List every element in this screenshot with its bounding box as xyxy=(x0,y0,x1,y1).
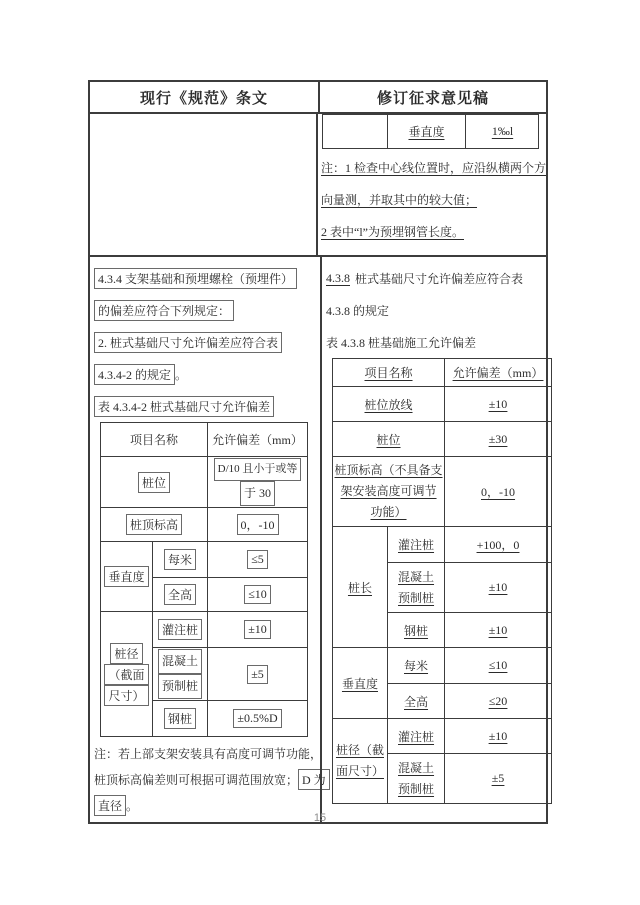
lt-steel-pile-cell xyxy=(153,701,208,737)
mini-table-empty-cell xyxy=(323,115,387,148)
lt-header-item-text: 项目名称 xyxy=(130,433,179,447)
rt-header-item-text: 项目名称 xyxy=(364,366,413,380)
rt-precast-label-l2: 预制桩 xyxy=(398,590,435,605)
rt-cast-in-place-value xyxy=(445,527,552,563)
clause-438-text-1: 桩式基础尺寸允许偏差应符合表 xyxy=(355,271,524,286)
rt-header-tolerance-text: 允许偏差（mm） xyxy=(452,366,544,380)
clause-434-text-4: 4.3.4-2 的规定 xyxy=(94,364,175,385)
lt-header-tolerance xyxy=(208,423,308,457)
rt-per-meter-label: 每米 xyxy=(404,659,429,673)
rt-per-meter-value-text: ≤10 xyxy=(488,658,508,672)
table-4342 xyxy=(100,422,308,737)
lt-group-pile-diameter xyxy=(101,612,153,737)
lt-pile-diameter-label xyxy=(101,637,152,712)
rt-cast-in-place-cell xyxy=(388,527,445,563)
rt-pile-position-value xyxy=(445,422,552,457)
lt-steel-pile-label: 钢桩 xyxy=(164,708,196,729)
lt-row-pile-top-level xyxy=(101,508,208,542)
left-note-period: 。 xyxy=(126,798,139,813)
rt-pile-position-label: 桩位 xyxy=(376,432,401,447)
rt-cast-in-place-2-value-text: ±10 xyxy=(488,728,508,743)
lt-precast-l2-wrap xyxy=(154,674,206,699)
rt-full-height-label: 全高 xyxy=(404,694,429,709)
clause-438-line-1 xyxy=(326,262,548,294)
rt-steel-pile-value-text: ±10 xyxy=(488,622,508,637)
rt-cast-in-place-2-cell xyxy=(388,719,445,754)
lt-pile-diameter-label-l3: 尺寸） xyxy=(104,685,148,706)
lt-group-verticality xyxy=(101,542,153,612)
top-note-line-2: 向量测，并取其中的较大值； xyxy=(321,192,478,207)
clause-434-text-2: 的偏差应符合下列规定： xyxy=(94,300,234,321)
lt-pile-position-label: 桩位 xyxy=(138,472,170,493)
row1-left-empty-cell xyxy=(90,114,316,255)
lt-full-height-cell xyxy=(153,578,208,612)
row1-right-cell xyxy=(316,114,546,255)
table-4342-title-text: 表 4.3.4-2 桩式基础尺寸允许偏差 xyxy=(94,396,274,417)
lt-per-meter-value-text: ≤5 xyxy=(247,550,268,569)
left-note-boxed-1: D 为 xyxy=(298,769,330,790)
rt-steel-pile-label: 钢桩 xyxy=(404,623,429,638)
rt-precast-concrete-cell xyxy=(388,563,445,613)
left-note-line-1 xyxy=(94,740,323,766)
rt-group-verticality xyxy=(333,648,388,719)
rt-pile-layout-value xyxy=(445,387,552,422)
lt-row-pile-position xyxy=(101,457,208,508)
lt-precast-value-text: ±5 xyxy=(247,665,268,684)
rt-pile-position-value-text: ±30 xyxy=(488,431,508,446)
rt-pile-length-label: 桩长 xyxy=(347,580,372,595)
table-438 xyxy=(332,358,552,804)
lt-pile-diameter-label-l1: 桩径 xyxy=(110,643,142,664)
lt-cast-in-place-label: 灌注桩 xyxy=(158,619,202,640)
rt-header-item xyxy=(333,359,445,387)
rt-group-pile-length xyxy=(333,527,388,648)
top-note-line-3: 2 表中“l”为预埋钢管长度。 xyxy=(321,224,464,239)
revision-draft-cell xyxy=(320,257,550,822)
rt-steel-pile-value xyxy=(445,613,552,648)
top-note-line-1: 注：1 检查中心线位置时，应沿纵横两个方 xyxy=(321,160,547,175)
rt-pile-diameter-label-l1: 桩径（截 xyxy=(335,743,384,757)
rt-cast-in-place-label: 灌注桩 xyxy=(398,538,435,552)
lt-cast-in-place-cell xyxy=(153,612,208,648)
clause-434-period: 。 xyxy=(175,367,188,382)
lt-pile-position-value xyxy=(208,457,308,508)
clause-434-text-1: 4.3.4 支架基础和预埋螺栓（预埋件） xyxy=(94,268,297,289)
left-note-text-2: 桩顶标高偏差则可根据可调范围放宽； xyxy=(94,772,299,787)
lt-precast-concrete-cell xyxy=(153,648,208,701)
rt-precast-label-l1: 混凝土 xyxy=(398,569,435,584)
clause-434-line-1 xyxy=(94,262,317,294)
rt-pile-top-level-l1: 桩顶标高（不具备支 xyxy=(334,463,443,477)
lt-cast-in-place-value-text: ±10 xyxy=(244,620,271,639)
lt-steel-pile-value-text: ±0.5%D xyxy=(233,709,281,728)
lt-precast-l1-wrap xyxy=(154,649,206,674)
rt-verticality-label: 垂直度 xyxy=(341,676,378,691)
lt-header-item xyxy=(101,423,208,457)
verticality-mini-table xyxy=(322,114,539,149)
rt-precast-concrete-2-cell xyxy=(388,754,445,804)
rt-group-pile-diameter xyxy=(333,719,388,804)
lt-full-height-value-text: ≤10 xyxy=(244,585,271,604)
mini-table-label-cell: 垂直度 xyxy=(387,115,465,148)
lt-pile-top-level-value xyxy=(208,508,308,542)
lt-pile-position-value-text-1: D/10 且小于或等 xyxy=(214,458,302,481)
lt-pile-position-value-l2 xyxy=(209,481,306,506)
lt-header-tolerance-text: 允许偏差（mm） xyxy=(212,433,303,447)
lt-pile-diameter-label-l2: （截面 xyxy=(104,664,148,685)
lt-pile-top-level-value-text: 0，-10 xyxy=(237,514,279,535)
rt-pile-top-level-l2: 架安装高度可调节 xyxy=(340,484,437,498)
lt-verticality-label: 垂直度 xyxy=(104,566,148,587)
rt-header-tolerance xyxy=(445,359,552,387)
rt-precast-2-label-l1: 混凝土 xyxy=(398,760,435,775)
page-number: 15 xyxy=(313,812,327,824)
lt-per-meter-label: 每米 xyxy=(164,549,196,570)
left-note-text-1: 注：若上部支架安装具有高度可调节功能， xyxy=(94,746,323,761)
clause-434-line-3 xyxy=(94,326,317,358)
rt-precast-value xyxy=(445,563,552,613)
lt-precast-value xyxy=(208,648,308,701)
rt-pile-top-level-value xyxy=(445,457,552,527)
lt-pile-position-value-l1 xyxy=(209,458,306,481)
clause-438-line-2 xyxy=(326,294,548,326)
lt-per-meter-value xyxy=(208,542,308,578)
table-438-title xyxy=(326,326,548,358)
rt-pile-layout-value-text: ±10 xyxy=(488,396,508,411)
rt-per-meter-value xyxy=(445,648,552,684)
lt-pile-top-level-label: 桩顶标高 xyxy=(126,514,182,535)
clause-438-text-2: 4.3.8 的规定 xyxy=(326,303,390,318)
clause-434-line-4 xyxy=(94,358,317,390)
rt-pile-top-level-l3: 功能） xyxy=(370,505,407,519)
rt-pile-layout-label: 桩位放线 xyxy=(364,397,413,412)
clause-434-line-2 xyxy=(94,294,317,326)
rt-full-height-cell xyxy=(388,684,445,719)
lt-precast-label-l2: 预制桩 xyxy=(158,674,202,699)
rt-cast-in-place-2-label: 灌注桩 xyxy=(398,729,435,744)
lt-full-height-value xyxy=(208,578,308,612)
header-current-spec: 现行《规范》条文 xyxy=(139,90,268,107)
rt-full-height-value xyxy=(445,684,552,719)
rt-precast-2-value xyxy=(445,754,552,804)
lt-precast-label-l1: 混凝土 xyxy=(158,649,202,674)
left-note-boxed-2: 直径 xyxy=(94,795,126,816)
comparison-table-header xyxy=(90,82,546,114)
left-note-line-2 xyxy=(94,766,326,792)
rt-cast-in-place-value-text: +100，0 xyxy=(476,538,520,552)
clause-438-ref: 4.3.8 xyxy=(326,270,350,285)
rt-row-pile-layout xyxy=(333,387,445,422)
lt-cast-in-place-value xyxy=(208,612,308,648)
clause-434-text-3: 2. 桩式基础尺寸允许偏差应符合表 xyxy=(94,332,282,353)
rt-pile-top-level-value-text: 0，-10 xyxy=(481,485,516,499)
rt-cast-in-place-2-value xyxy=(445,719,552,754)
header-revision-draft: 修订征求意见稿 xyxy=(318,82,546,112)
rt-pile-diameter-label-l2: 面尺寸） xyxy=(335,764,384,778)
comparison-table xyxy=(88,80,548,824)
rt-row-pile-position xyxy=(333,422,445,457)
comparison-row-1 xyxy=(90,114,546,257)
lt-steel-pile-value xyxy=(208,701,308,737)
comparison-row-2 xyxy=(90,257,546,822)
lt-full-height-label: 全高 xyxy=(164,584,196,605)
rt-row-pile-top-level xyxy=(333,457,445,527)
rt-precast-2-value-text: ±5 xyxy=(491,771,505,785)
table-438-title-text: 表 4.3.8 桩基础施工允许偏差 xyxy=(326,335,477,350)
rt-steel-pile-cell xyxy=(388,613,445,648)
rt-precast-2-label-l2: 预制桩 xyxy=(398,781,435,796)
rt-precast-value-text: ±10 xyxy=(488,580,508,594)
rt-full-height-value-text: ≤20 xyxy=(488,693,508,708)
rt-per-meter-cell xyxy=(388,648,445,684)
mini-table-value-cell: 1‰l xyxy=(465,115,539,148)
table-4342-title xyxy=(94,390,317,422)
lt-pile-position-value-text-2: 于 30 xyxy=(240,481,275,506)
lt-per-meter-cell xyxy=(153,542,208,578)
